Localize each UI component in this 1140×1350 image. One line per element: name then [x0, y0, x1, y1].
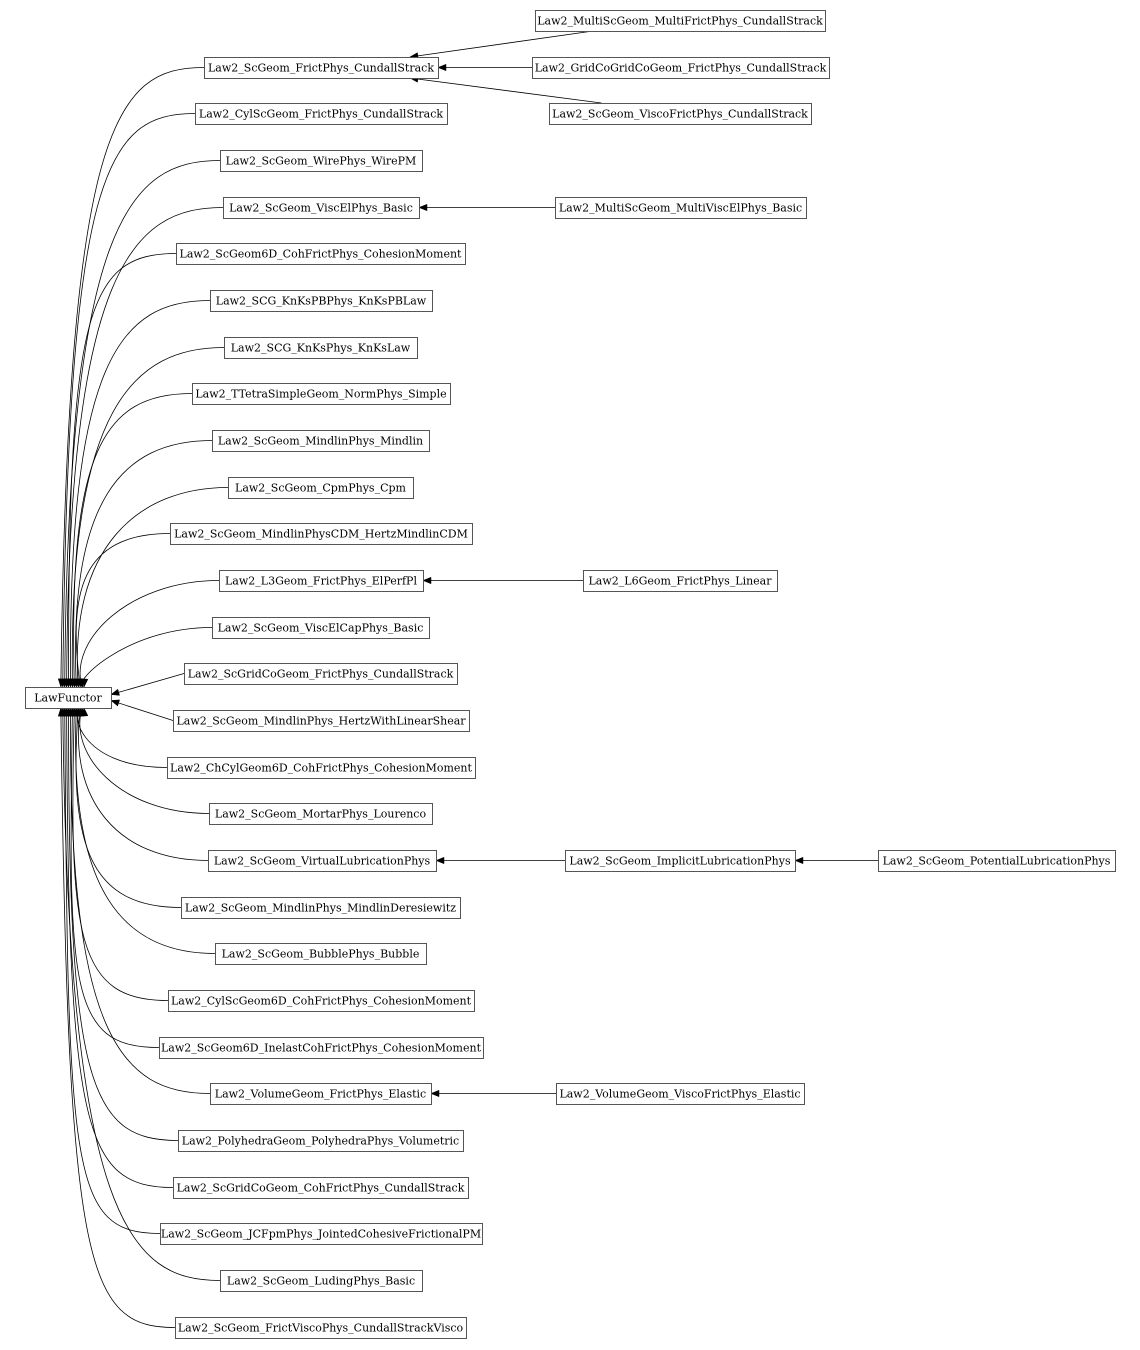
nodes-layer	[26, 11, 1116, 1339]
node-label: Law2_ScGeom_ViscoFrictPhys_CundallStrack	[552, 107, 808, 121]
class-node-m1[interactable]	[536, 11, 826, 32]
class-node-n18[interactable]	[209, 851, 437, 872]
class-node-n4[interactable]	[224, 198, 420, 219]
node-label: Law2_L3Geom_FrictPhys_ElPerfPl	[225, 574, 417, 588]
class-node-n27[interactable]	[221, 1271, 423, 1292]
node-label: Law2_ScGeom_MindlinPhys_HertzWithLinearShear	[176, 714, 466, 728]
class-node-n2[interactable]	[196, 104, 448, 125]
node-label: Law2_ScGeom_FrictViscoPhys_CundallStrackVisco	[177, 1321, 464, 1335]
class-node-m6[interactable]	[566, 851, 796, 872]
edge-n10-to-root	[77, 488, 228, 688]
class-node-n22[interactable]	[160, 1038, 484, 1059]
node-label: Law2_TTetraSimpleGeom_NormPhys_Simple	[195, 387, 447, 401]
node-label: Law2_ScGridCoGeom_CohFrictPhys_CundallStrack	[176, 1181, 465, 1195]
class-node-n12[interactable]	[220, 571, 424, 592]
node-label: Law2_SCG_KnKsPBPhys_KnKsPBLaw	[215, 294, 427, 308]
class-node-n17[interactable]	[210, 804, 433, 825]
node-label: Law2_ScGeom_PotentialLubricationPhys	[882, 854, 1111, 868]
node-label: Law2_VolumeGeom_ViscoFrictPhys_Elastic	[559, 1087, 801, 1101]
arrowhead	[111, 689, 120, 695]
edge-n15-to-root	[111, 701, 173, 721]
class-node-n19[interactable]	[182, 898, 461, 919]
class-node-n8[interactable]	[193, 384, 451, 405]
class-node-m7[interactable]	[557, 1084, 805, 1105]
node-label: Law2_ChCylGeom6D_CohFrictPhys_CohesionMoment	[170, 761, 472, 775]
node-label: Law2_ScGeom_ViscElPhys_Basic	[229, 201, 413, 215]
class-node-root[interactable]	[26, 688, 112, 709]
edge-n4-to-root	[67, 208, 223, 688]
edge-n2-to-root	[63, 114, 195, 688]
class-node-n11[interactable]	[171, 524, 473, 545]
edge-n24-to-root	[69, 708, 178, 1141]
class-node-n9[interactable]	[213, 431, 430, 452]
arrowhead	[423, 577, 431, 583]
class-node-m4[interactable]	[556, 198, 807, 219]
class-node-n13[interactable]	[213, 618, 430, 639]
class-node-n26[interactable]	[161, 1224, 483, 1245]
edge-n25-to-root	[67, 708, 173, 1188]
class-node-n1[interactable]	[205, 58, 439, 79]
class-node-n14[interactable]	[185, 664, 458, 685]
class-node-p1[interactable]	[879, 851, 1116, 872]
node-label: Law2_ScGeom_FrictPhys_CundallStrack	[208, 61, 434, 75]
node-label: Law2_ScGeom_CpmPhys_Cpm	[235, 481, 406, 495]
node-label: Law2_ScGeom6D_InelastCohFrictPhys_CohesionMoment	[160, 1041, 482, 1055]
arrowhead	[795, 857, 803, 863]
edge-n14-to-root	[111, 674, 184, 695]
arrowhead	[111, 700, 120, 706]
node-label: Law2_ScGeom_WirePhys_WirePM	[225, 154, 417, 168]
node-label: Law2_ScGeom_MortarPhys_Lourenco	[214, 807, 427, 821]
arrowhead	[436, 857, 444, 863]
arrowhead	[438, 64, 446, 70]
node-label: Law2_ScGeom_LudingPhys_Basic	[226, 1274, 416, 1288]
node-label: Law2_ScGeom_MindlinPhys_MindlinDeresiewitz	[184, 901, 457, 915]
edge-m3-to-n1	[410, 78, 601, 103]
edge-n1-to-root	[61, 68, 204, 688]
node-label: Law2_SCG_KnKsPhys_KnKsLaw	[230, 341, 411, 355]
class-node-n7[interactable]	[225, 338, 418, 359]
node-label: LawFunctor	[34, 691, 102, 705]
class-node-n23[interactable]	[211, 1084, 432, 1105]
edge-n11-to-root	[76, 534, 170, 688]
class-node-n5[interactable]	[177, 244, 466, 265]
class-node-m2[interactable]	[533, 58, 830, 79]
node-label: Law2_ScGeom_MindlinPhys_Mindlin	[217, 434, 424, 448]
class-node-n6[interactable]	[211, 291, 433, 312]
node-label: Law2_MultiScGeom_MultiViscElPhys_Basic	[558, 201, 803, 215]
node-label: Law2_L6Geom_FrictPhys_Linear	[588, 574, 772, 588]
node-label: Law2_ScGeom6D_CohFrictPhys_CohesionMoment	[179, 247, 462, 261]
edge-n5-to-root	[69, 254, 176, 688]
node-label: Law2_ScGeom_MindlinPhysCDM_HertzMindlinCDM	[174, 527, 468, 541]
node-label: Law2_GridCoGridCoGeom_FrictPhys_CundallStrack	[534, 61, 827, 75]
node-label: Law2_CylScGeom_FrictPhys_CundallStrack	[198, 107, 444, 121]
class-node-m5[interactable]	[584, 571, 778, 592]
node-label: Law2_VolumeGeom_FrictPhys_Elastic	[214, 1087, 427, 1101]
node-label: Law2_ScGeom_ImplicitLubricationPhys	[569, 854, 791, 868]
class-node-n20[interactable]	[216, 944, 427, 965]
class-node-n21[interactable]	[169, 991, 475, 1012]
node-label: Law2_PolyhedraGeom_PolyhedraPhys_Volumetric	[181, 1134, 460, 1148]
node-label: Law2_ScGeom_ViscElCapPhys_Basic	[217, 621, 424, 635]
edge-n26-to-root	[65, 708, 160, 1234]
edge-n9-to-root	[75, 441, 212, 688]
class-node-n3[interactable]	[221, 151, 423, 172]
class-node-n10[interactable]	[229, 478, 414, 499]
class-node-n25[interactable]	[174, 1178, 469, 1199]
arrowhead	[431, 1090, 439, 1096]
node-label: Law2_MultiScGeom_MultiFrictPhys_CundallStrack	[537, 14, 823, 28]
class-node-n15[interactable]	[174, 711, 470, 732]
node-label: Law2_ScGeom_BubblePhys_Bubble	[221, 947, 420, 961]
node-label: Law2_ScGeom_VirtualLubricationPhys	[213, 854, 431, 868]
node-label: Law2_ScGeom_JCFpmPhys_JointedCohesiveFrictionalPM	[160, 1227, 482, 1241]
class-node-n28[interactable]	[176, 1318, 467, 1339]
class-node-n24[interactable]	[179, 1131, 464, 1152]
class-node-m3[interactable]	[550, 104, 812, 125]
edge-n19-to-root	[76, 708, 181, 908]
class-node-n16[interactable]	[168, 758, 476, 779]
edge-n16-to-root	[78, 708, 167, 768]
node-label: Law2_CylScGeom6D_CohFrictPhys_CohesionMoment	[170, 994, 472, 1008]
edge-m1-to-n1	[410, 31, 593, 57]
node-label: Law2_ScGridCoGeom_FrictPhys_CundallStrack	[187, 667, 454, 681]
arrowhead	[419, 204, 427, 210]
